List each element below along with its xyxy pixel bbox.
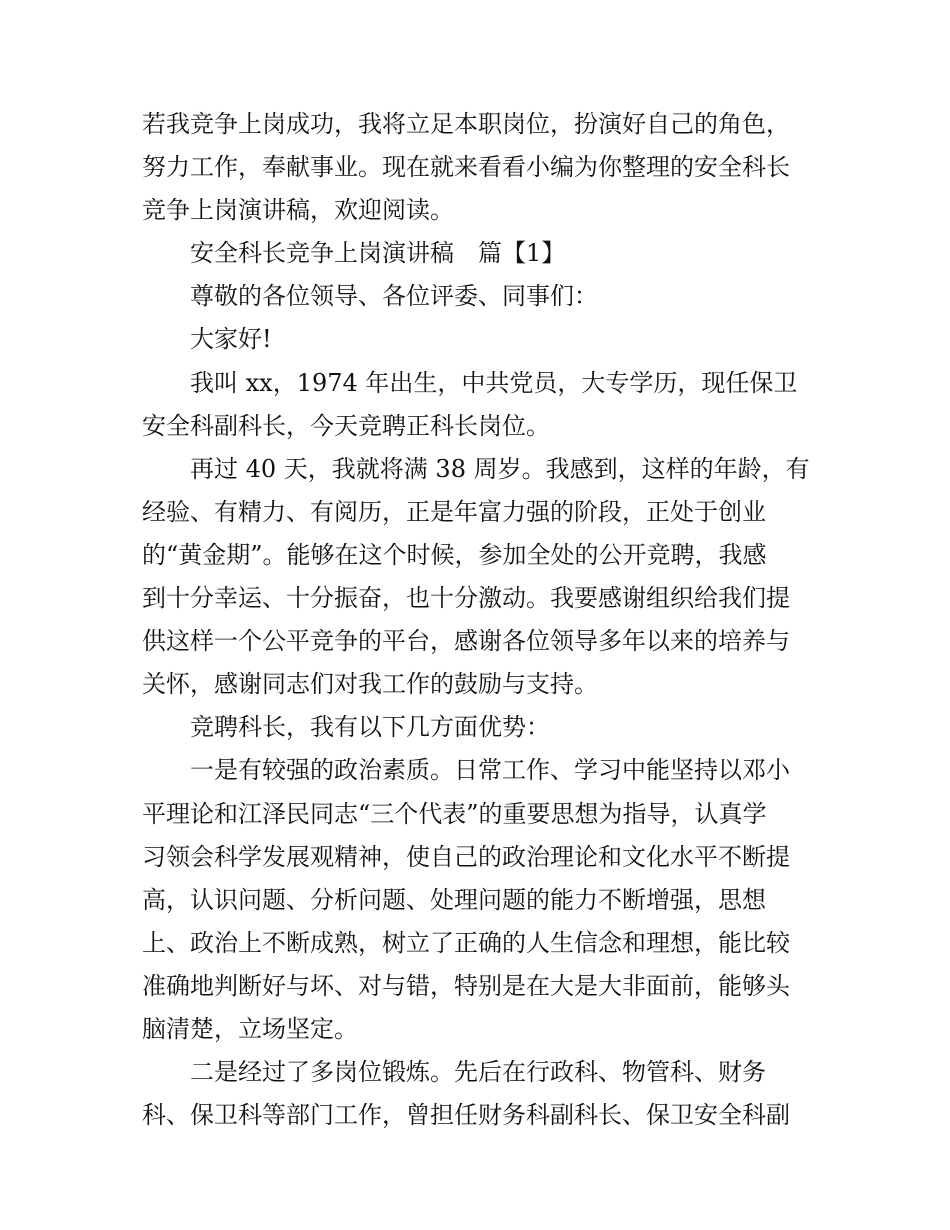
text-line: 若我竞争上岗成功，我将立足本职岗位，扮演好自己的角色， bbox=[142, 110, 790, 138]
text-line: 准确地判断好与坏、对与错，特别是在大是大非面前，能够头 bbox=[142, 971, 790, 1000]
text-line: 竞争上岗演讲稿，欢迎阅读。 bbox=[142, 196, 454, 225]
body-text bbox=[142, 103, 814, 1137]
text-line: 经验、有精力、有阅历，正是年富力强的阶段，正处于创业 bbox=[142, 497, 766, 526]
text-line: 平理论和江泽民同志“三个代表”的重要思想为指导，认真学 bbox=[142, 799, 767, 828]
text-line: 上、政治上不断成熟，树立了正确的人生信念和理想，能比较 bbox=[142, 928, 790, 957]
text-line: 尊敬的各位领导、各位评委、同事们： bbox=[190, 282, 598, 311]
text-line: 二是经过了多岗位锻炼。先后在行政科、物管科、财务 bbox=[190, 1058, 766, 1087]
text-line: 关怀，感谢同志们对我工作的鼓励与支持。 bbox=[142, 670, 598, 699]
text-line: 高，认识问题、分析问题、处理问题的能力不断增强，思想 bbox=[142, 885, 766, 914]
text-line: 习领会科学发展观精神，使自己的政治理论和文化水平不断提 bbox=[142, 842, 790, 871]
text-line: 供这样一个公平竞争的平台，感谢各位领导多年以来的培养与 bbox=[142, 627, 790, 656]
text-line: 的“黄金期”。能够在这个时候，参加全处的公开竞聘，我感 bbox=[142, 540, 767, 569]
text-line: 安全科长竞争上岗演讲稿 篇【1】 bbox=[190, 239, 566, 268]
text-line: 脑清楚，立场坚定。 bbox=[142, 1014, 358, 1043]
text-line: 到十分幸运、十分振奋，也十分激动。我要感谢组织给我们提 bbox=[142, 584, 790, 613]
text-line: 安全科副科长，今天竞聘正科长岗位。 bbox=[142, 411, 550, 440]
text-line: 竞聘科长，我有以下几方面优势： bbox=[190, 713, 550, 742]
text-line: 科、保卫科等部门工作，曾担任财务科副科长、保卫安全科副 bbox=[142, 1101, 790, 1130]
text-line: 我叫 xx，1974 年出生，中共党员，大专学历，现任保卫 bbox=[190, 368, 798, 397]
text-line: 一是有较强的政治素质。日常工作、学习中能坚持以邓小 bbox=[190, 756, 790, 785]
text-line: 大家好! bbox=[190, 325, 272, 354]
text-line: 努力工作，奉献事业。现在就来看看小编为你整理的安全科长 bbox=[142, 153, 790, 182]
text-line: 再过 40 天，我就将满 38 周岁。我感到，这样的年龄，有 bbox=[190, 454, 810, 483]
